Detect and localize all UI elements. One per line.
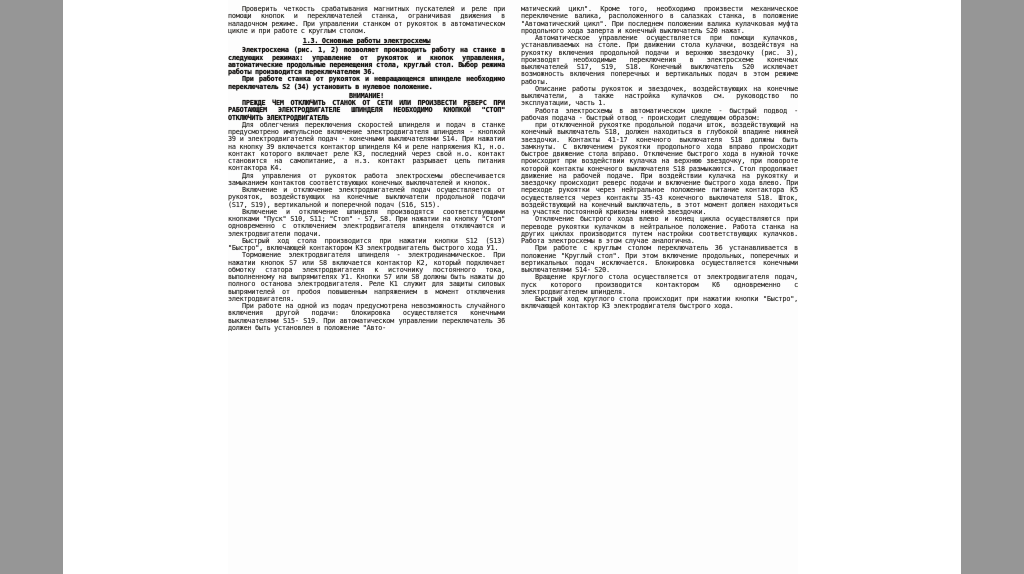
paragraph: Включение и отключение электродвигателей подач осуществляется от рукояток, воздействующих на конечные выключатели продольной подачи (S17, S19), вертикальной и поперечной подач (S16, S15). [228,186,505,209]
paragraph: Торможение электродвигателя шпинделя - электродинамическое. При нажатии кнопок S7 или S8 включается контактор К2, который подключает обмотку статора электродвигателя к источнику постоянного тока, выполненному на выпрямителях У1. Кнопки S7 или S8 должны быть нажаты до полного останова электродвигателя. Реле К1 служит для защиты силовых выпрямителей от пробоя повышенным напряжением в момент отключения электродвигателя. [228,251,505,303]
paragraph: При работе с круглым столом переключатель 36 устанавливается в положение "Круглый стол". При этом включение продольных, поперечных и вертикальных подач исключается. Блокировка осуществляется конечными выключателями S14- S20. [521,244,798,274]
paragraph: при отключенной рукоятке продольной подачи шток, воздействующий на конечный выключатель S18, должен находиться в глубокой впадине нижней звездочки. Контакты 41-17 конечного выключателя S18 должны быть замкнуты. С включением рукоятки продольного хода вправо происходит быстрое движение стола вправо. Отключение быстрого хода в нужной точке происходит при воздействии кулачка на верхнюю звездочку, при повороте которой контакты конечного выключателя S18 размыкаются. Стол продолжает движение на рабочей подаче. При воздействии кулачка на рукоятку и звездочку происходит реверс подачи и включение быстрого хода влево. При переходе рукоятки через нейтральное положение питание контактора К5 осуществляется через контакты 35-43 конечного выключателя S18. Шток, воздействующий на конечный выключатель, в этот момент должен находиться на участке постоянной кривизны нижней звездочки. [521,121,798,216]
paragraph: матический цикл". Кроме того, необходимо произвести механическое переключение валика, расположенного в салазках станка, в положение "Автоматический цикл". При последнем положении валика кулачковая муфта продольного хода заперта и конечный выключатель S20 нажат. [521,6,798,35]
paragraph: Отключение быстрого хода влево и конец цикла осуществляются при переводе рукоятки кулачком в нейтральное положение. Работа станка на других циклах производится путем настройки соответствующих кулачков. Работа электросхемы в этом случае аналогична. [521,215,798,245]
paragraph: Проверить четкость срабатывания магнитных пускателей и реле при помощи кнопок и переключателей станка, ограничивая движения в наладочном режиме. При управлении станком от рукояток в автоматическом цикле и при работе с круглым столом. [228,6,505,35]
paragraph: Работа электросхемы в автоматическом цикле - быстрый подвод - рабочая подача - быстрый отвод - происходит следующим образом: [521,106,798,122]
paragraph: Включение и отключение шпинделя производятся соответствующими кнопками "Пуск" S10, S11; "Стоп" - S7, S8. При нажатии на кнопку "Стоп" одновременно с отключением электродвигателя шпинделя отключаются и электродвигатели подачи. [228,207,505,238]
right-gutter [961,0,1024,574]
paragraph: 1.3. Основные работы электросхемы [302,37,431,45]
paragraph: При работе станка от рукояток и невращающемся шпинделе необходимо переключатель S2 (34) установить в нулевое положение. [228,75,505,91]
paragraph: Вращение круглого стола осуществляется от электродвигателя подач, пуск которого производится контактором К6 одновременно с электродвигателем шпинделя. [521,273,798,296]
paragraph: Автоматическое управление осуществляется при помощи кулачков, устанавливаемых на столе. При движении стола кулачки, воздействуя на рукоятку включения продольной подачи и верхнюю звездочку (рис. 3), производят необходимые переключения в электросхеме конечных выключателей S17, S19, S18. Конечный выключатель S20 исключает возможность включения поперечных и вертикальных подач в этом режиме работы. [521,34,798,86]
paragraph: ПРЕЖДЕ ЧЕМ ОТКЛЮЧИТЬ СТАНОК ОТ СЕТИ ИЛИ ПРОИЗВЕСТИ РЕВЕРС ПРИ РАБОТАЮЩЕМ ЭЛЕКТРОДВИГАТЕЛЕ ШПИНДЕЛЯ НЕОБХОДИМО КНОПКОЙ "СТОП" ОТКЛЮЧИТЬ ЭЛЕКТРОДВИГАТЕЛЬ [228,99,505,122]
paragraph: Быстрый ход круглого стола происходит при нажатии кнопки "Быстро", включающей контактор К3 электродвигателя быстрого хода. [521,295,798,311]
paragraph: Быстрый ход стола производится при нажатии кнопки S12 (S13) "Быстро", включающей контактором К3 электродвигатель быстрого хода У1. [228,236,505,252]
paragraph: ВНИМАНИЕ! [348,91,385,100]
paragraph: Для управления от рукояток работа электросхемы обеспечивается замыканием контактов соответствующих конечных выключателей и кнопок. [228,171,505,187]
left-gutter [0,0,63,574]
column-right [521,6,798,574]
column-left [228,6,505,574]
document-page [228,0,798,574]
paragraph: Электросхема (рис. 1, 2) позволяет производить работу на станке в следующих режимах: управление от рукояток и кнопок управления, автоматические продольные перемещения стола, круглый стол. Выбор режима работы производится переключателем 36. [228,46,505,76]
paragraph: При работе на одной из подач предусмотрена невозможность случайного включения другой подачи: блокировка осуществляется конечными выключателями S15- S19. При автоматическом управлении переключатель 36 должен быть установлен в положение "Авто- [228,302,505,332]
paragraph: Для облегчения переключения скоростей шпинделя и подач в станке предусмотрено импульсное включение электродвигателя шпинделя - кнопкой 39 и электродвигателей подач - конечными выключателями S14. При нажатии на кнопку 39 включается контактор шпинделя К4 и реле напряжения К1, н.о. контакт которого включает реле К3, последний через свой н.о. контакт становится на самопитание, а н.з. контакт разрывает цепь питания контактора К4. [228,120,505,173]
paragraph: Описание работы рукояток и звездочек, воздействующих на конечные выключатели, а также настройка кулачков см. руководство по эксплуатации, часть 1. [521,84,798,108]
